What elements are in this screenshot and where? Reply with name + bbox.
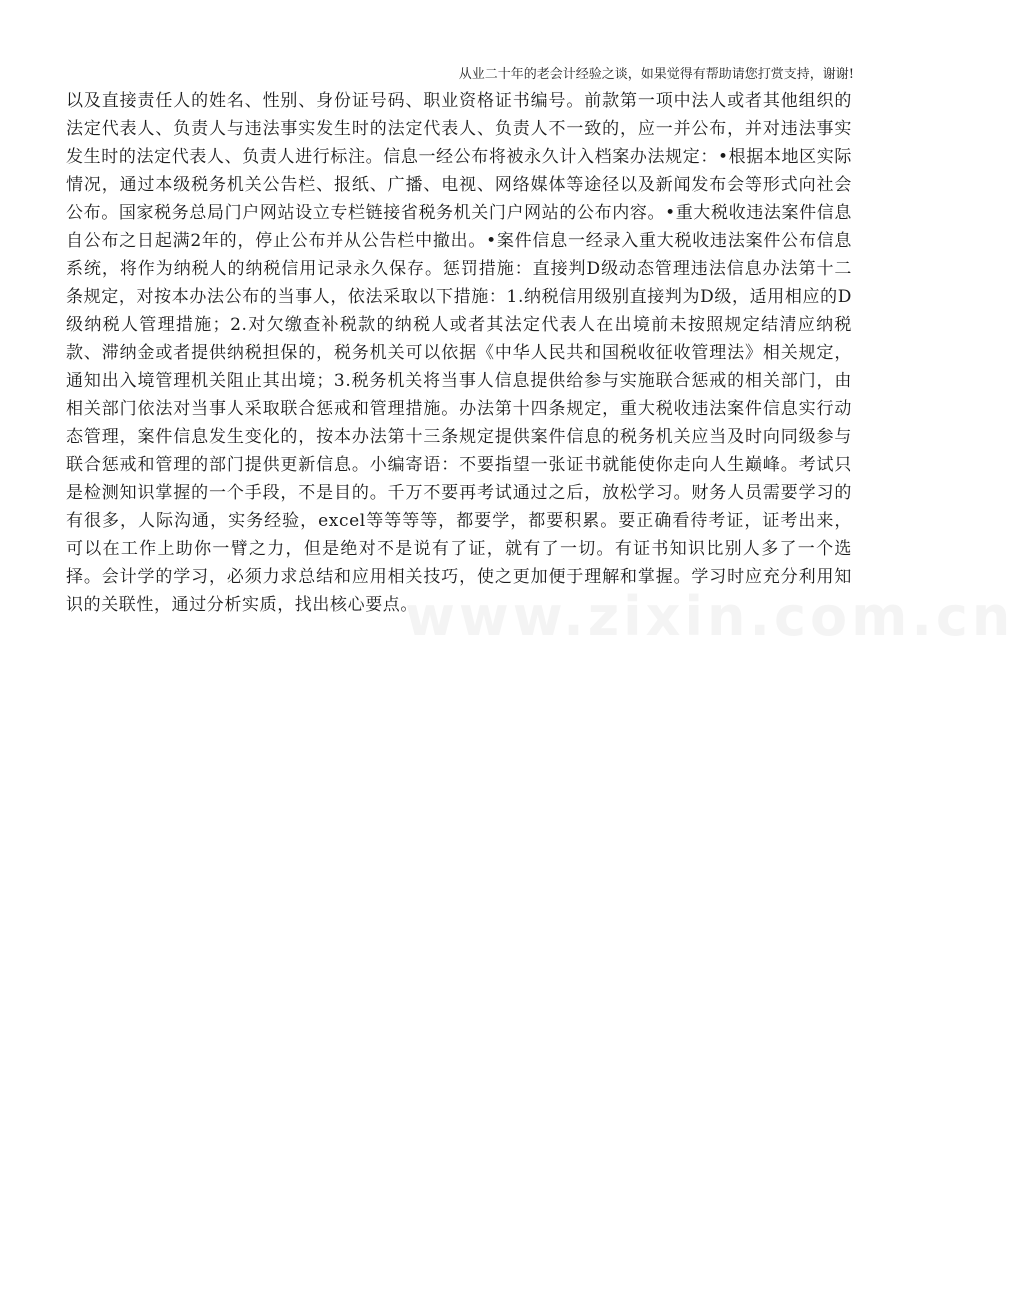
watermark: www.zixin.com.cn [405,585,1014,648]
page-header: 从业二十年的老会计经验之谈，如果觉得有帮助请您打赏支持，谢谢! [458,67,854,82]
document-body [66,87,852,619]
body-paragraph: 以及直接责任人的姓名、性别、身份证号码、职业资格证书编号。前款第一项中法人或者其他组织的法定代表人、负责人与违法事实发生时的法定代表人、负责人不一致的，应一并公布，并对违法事实发生时的法定代表人、负责人进行标注。信息一经公布将被永久计入档案办法规定：•根据本地区实际情况，通过本级税务机关公告栏、报纸、广播、电视、网络媒体等途径以及新闻发布会等形式向社会公布。国家税务总局门户网站设立专栏链接省税务机关门户网站的公布内容。•重大税收违法案件信息自公布之日起满2年的，停止公布并从公告栏中撤出。•案件信息一经录入重大税收违法案件公布信息系统，将作为纳税人的纳税信用记录永久保存。惩罚措施：直接判D级动态管理违法信息办法第十二条规定，对按本办法公布的当事人，依法采取以下措施：1.纳税信用级别直接判为D级，适用相应的D级纳税人管理措施；2.对欠缴查补税款的纳税人或者其法定代表人在出境前未按照规定结清应纳税款、滞纳金或者提供纳税担保的，税务机关可以依据《中华人民共和国税收征收管理法》相关规定，通知出入境管理机关阻止其出境；3.税务机关将当事人信息提供给参与实施联合惩戒的相关部门，由相关部门依法对当事人采取联合惩戒和管理措施。办法第十四条规定，重大税收违法案件信息实行动态管理，案件信息发生变化的，按本办法第十三条规定提供案件信息的税务机关应当及时向同级参与联合惩戒和管理的部门提供更新信息。小编寄语：不要指望一张证书就能使你走向人生巅峰。考试只是检测知识掌握的一个手段，不是目的。千万不要再考试通过之后，放松学习。财务人员需要学习的有很多，人际沟通，实务经验，excel等等等等，都要学，都要积累。要正确看待考证，证考出来，可以在工作上助你一臂之力，但是绝对不是说有了证，就有了一切。有证书知识比别人多了一个选择。会计学的学习，必须力求总结和应用相关技巧，使之更加便于理解和掌握。学习时应充分利用知识的关联性，通过分析实质，找出核心要点。 [66,91,852,615]
